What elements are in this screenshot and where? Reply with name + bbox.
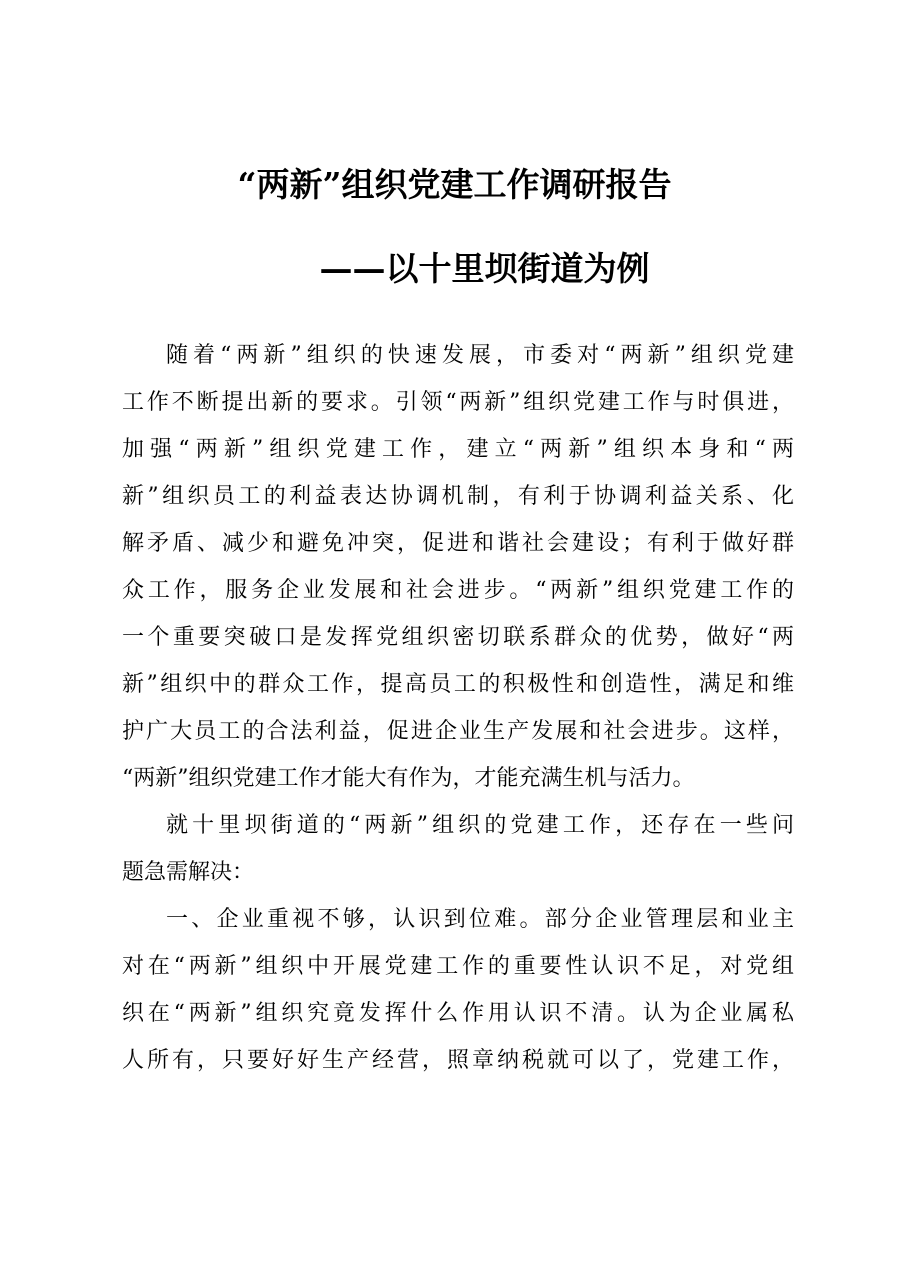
document-body bbox=[122, 332, 794, 1084]
paragraph-1-line: 工作不断提出新的要求。引领“两新”组织党建工作与时俱进， bbox=[122, 390, 794, 415]
paragraph-1-line: 新”组织中的群众工作，提高员工的积极性和创造性，满足和维 bbox=[122, 672, 794, 697]
paragraph-1-line: 新”组织员工的利益表达协调机制，有利于协调利益关系、化 bbox=[122, 484, 794, 509]
paragraph-2-line: 题急需解决： bbox=[122, 860, 255, 885]
paragraph-2-line: 就十里坝街道的“两新”组织的党建工作，还存在一些问 bbox=[166, 813, 794, 838]
paragraph-1-line: 随着“两新”组织的快速发展，市委对“两新”组织党建 bbox=[166, 343, 794, 368]
document-title: “两新”组织党建工作调研报告 bbox=[237, 165, 672, 204]
paragraph-3-line: 人所有，只要好好生产经营，照章纳税就可以了，党建工作， bbox=[122, 1048, 794, 1073]
paragraph-1-line: 护广大员工的合法利益，促进企业生产发展和社会进步。这样， bbox=[122, 719, 794, 744]
paragraph-1-line: 一个重要突破口是发挥党组织密切联系群众的优势，做好“两 bbox=[122, 625, 794, 650]
document-subtitle: ——以十里坝街道为例 bbox=[319, 249, 650, 288]
paragraph-3-line: 织在“两新”组织究竟发挥什么作用认识不清。认为企业属私 bbox=[122, 1001, 794, 1026]
paragraph-1-line: 加强“两新”组织党建工作，建立“两新”组织本身和“两 bbox=[122, 437, 794, 462]
paragraph-3-line: 一、企业重视不够，认识到位难。部分企业管理层和业主 bbox=[166, 907, 794, 932]
paragraph-1-line: 众工作，服务企业发展和社会进步。“两新”组织党建工作的 bbox=[122, 578, 794, 603]
paragraph-3-line: 对在“两新”组织中开展党建工作的重要性认识不足，对党组 bbox=[122, 954, 794, 979]
paragraph-1-line: 解矛盾、减少和避免冲突，促进和谐社会建设；有利于做好群 bbox=[122, 531, 794, 556]
paragraph-1-line: “两新”组织党建工作才能大有作为，才能充满生机与活力。 bbox=[122, 766, 695, 791]
